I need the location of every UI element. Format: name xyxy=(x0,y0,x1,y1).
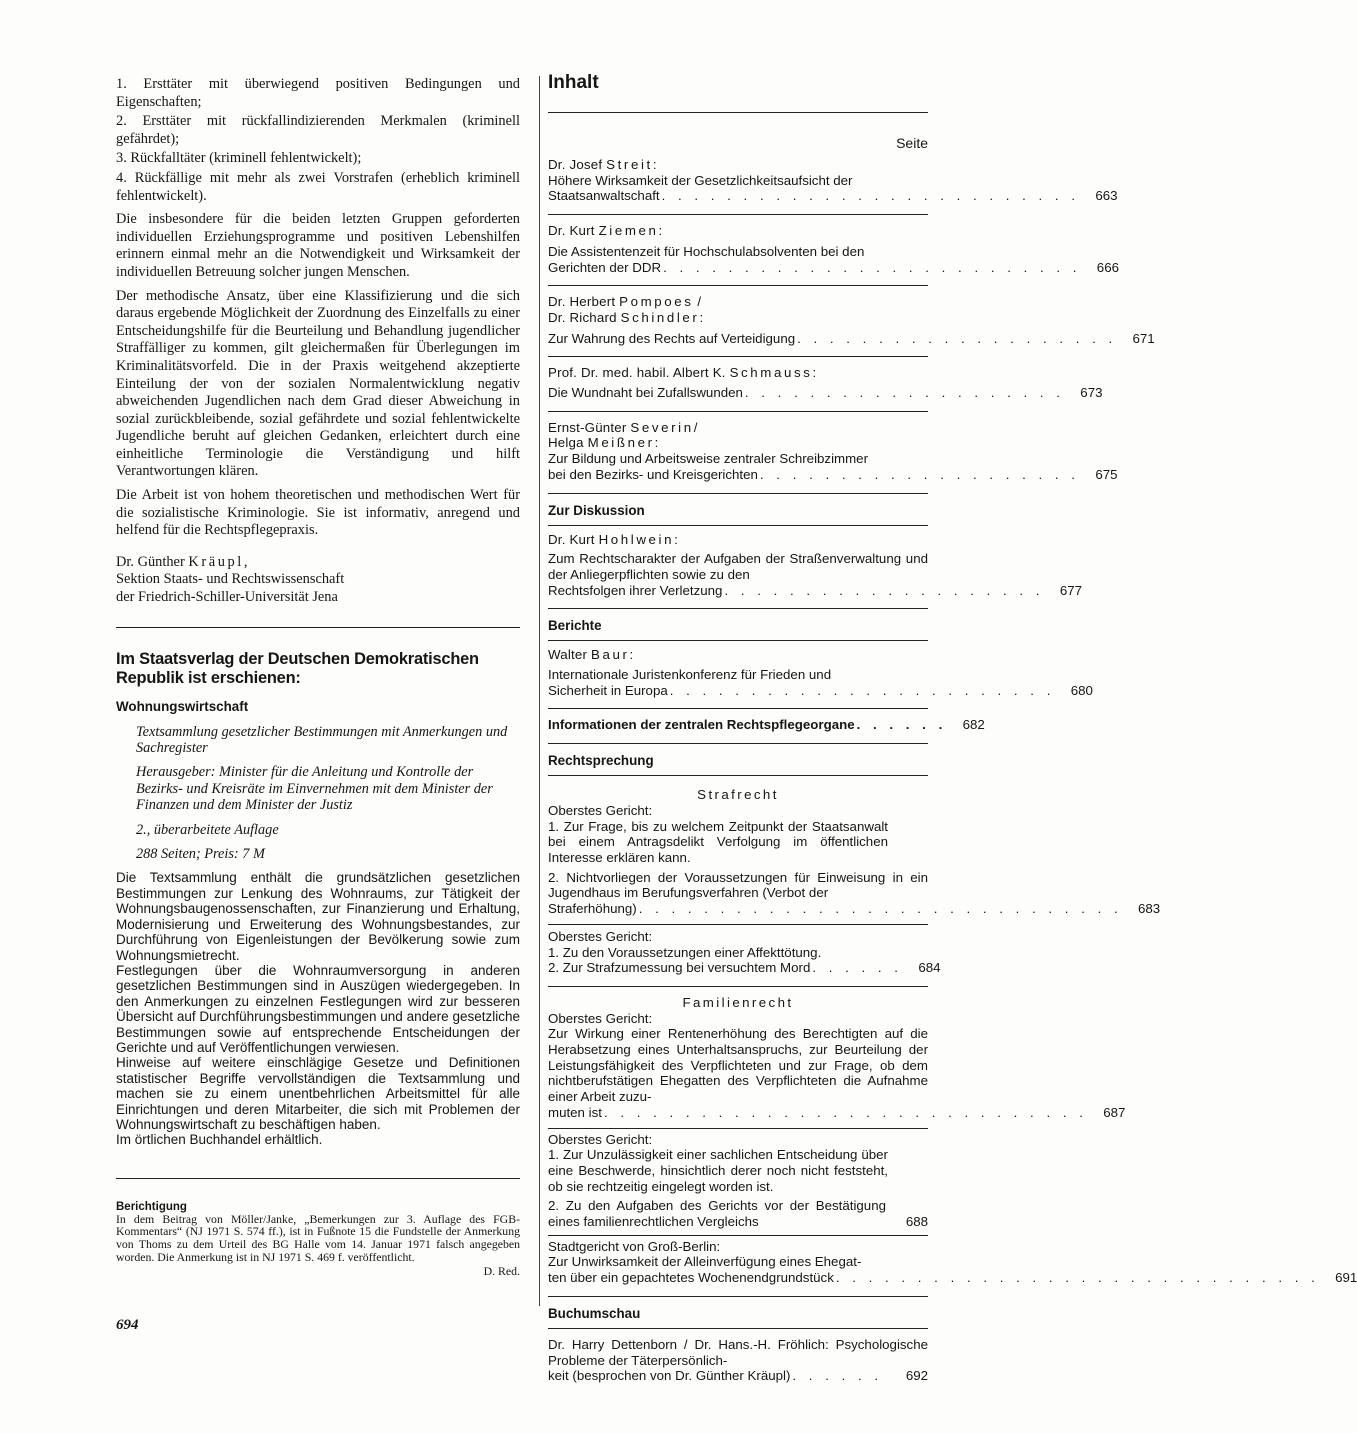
review-paragraph: Die Arbeit ist von hohem theoretischen und methodischen Wert für die sozialistische Kriminologie. Sie ist informativ, anregend und helfend für die Rechtspflegepraxis. xyxy=(116,487,520,539)
offender-category-list xyxy=(116,76,520,205)
entry-page: 687 xyxy=(1103,1104,1126,1120)
entry-title: 2. Nichtvorliegen der Voraussetzungen für Einweisung in ein Jugendhaus im Berufungsverfahren (Verbot der xyxy=(548,869,928,901)
toc-subsection-heading: Familienrecht xyxy=(682,994,794,1010)
signature-affiliation-1: Sektion Staats- und Rechtswissenschaft xyxy=(116,571,345,588)
entry-title: Zur Wahrung des Rechts auf Verteidigung xyxy=(548,330,796,346)
signature-affiliation-2: der Friedrich-Schiller-Universität Jena xyxy=(116,589,338,606)
toc-divider xyxy=(548,1235,928,1236)
leader-dots: . . . . . . . . . . . . . . . . . . . . xyxy=(744,385,1065,401)
leader-dots: . . . . . . xyxy=(856,717,947,733)
entry-title: ten über ein gepachtetes Wochenendgrundstück xyxy=(548,1270,834,1286)
announcement-book-title: Wohnungswirtschaft xyxy=(116,698,249,714)
toc-title: Inhalt xyxy=(548,72,599,93)
toc-page-header: Seite xyxy=(896,135,928,151)
toc-section-heading: Buchumschau xyxy=(548,1305,641,1321)
entry-page: 692 xyxy=(905,1368,928,1384)
section-divider xyxy=(116,1178,520,1179)
entry-title: Zur Unwirksamkeit der Alleinverfügung eines Ehegat- xyxy=(548,1254,862,1270)
list-item: 2. Ersttäter mit rückfallindizierenden Merkmalen (kriminell gefährdet); xyxy=(116,113,520,147)
entry-page: 688 xyxy=(905,1214,928,1230)
entry-title: muten ist xyxy=(548,1104,602,1120)
left-column xyxy=(116,76,520,1279)
toc-divider xyxy=(548,285,928,286)
toc-divider xyxy=(548,924,928,925)
entry-page: 684 xyxy=(918,960,941,976)
author-name: Dr. Kurt xyxy=(548,223,599,239)
author-name: Helga xyxy=(548,435,588,451)
toc-divider xyxy=(548,986,928,987)
toc-entry xyxy=(548,802,1161,917)
entry-page: 691 xyxy=(1335,1270,1357,1286)
author-surname: Streit xyxy=(606,157,653,172)
entry-title: 1. Zur Frage, bis zu welchem Zeitpunkt der Staatsanwalt bei einem Antragsdelikt Verfolgung im öffentlichen Interesse erklären kann. xyxy=(548,818,888,865)
author-name: Dr. Herbert xyxy=(548,294,620,310)
author-suffix: / xyxy=(693,294,702,310)
toc-entry xyxy=(548,717,985,733)
entry-title: 1. Zu den Voraussetzungen einer Affekttötung. xyxy=(548,944,822,960)
entry-title: Zum Rechtscharakter der Aufgaben der Straßenverwaltung und der Anliegerpflichten sowie zu den xyxy=(548,551,928,582)
entry-page: 663 xyxy=(1095,188,1118,204)
author-name: Dr. Richard xyxy=(548,309,621,325)
entry-title: Zur Wirkung einer Rentenerhöhung des Berechtigten auf die Herabsetzung eines Unterhaltsanspruchs, zur Beurteilung der Leistungsfähigkeit des Verpflichteten und zur Frage, ob dem nichtberufstätigen Ehegatten des Verpflichteten die Aufnahme einer Arbeit zuzu- xyxy=(548,1026,928,1105)
toc-section-heading: Berichte xyxy=(548,618,602,634)
signature-name-prefix: Dr. Günther xyxy=(116,553,189,570)
entry-title: Die Assistentenzeit für Hochschulabsolventen bei den xyxy=(548,243,865,259)
toc-entry xyxy=(548,928,941,976)
toc-divider xyxy=(548,493,928,494)
entry-page: 666 xyxy=(1096,259,1119,275)
leader-dots: . . . . . . . . . . . . . . . . . . . . . . . . xyxy=(669,682,1055,698)
toc-rule xyxy=(548,112,928,113)
toc-entry xyxy=(548,647,1093,698)
leader-dots: . . . . . . . . . . . . . . . . . . . . . . . . . . . . . . xyxy=(603,1104,1088,1120)
toc-entry xyxy=(548,365,1103,401)
entry-page: 680 xyxy=(1070,682,1093,698)
leader-dots: . . . . . . . . . . . . . . . . . . . . . . . . . . . . . . xyxy=(638,901,1123,917)
author-surname: Meißner xyxy=(587,435,655,451)
entry-page: 671 xyxy=(1132,330,1155,346)
toc-divider xyxy=(548,1328,928,1329)
book-edition: 2., überarbeitete Auflage xyxy=(136,821,279,838)
toc-divider xyxy=(548,743,928,744)
leader-dots: . . . . . . . . . . . . . . . . . . . . . . . . . . xyxy=(663,259,1081,275)
entry-title: Zur Bildung und Arbeitsweise zentraler Schreibzimmer xyxy=(548,451,869,467)
author-suffix: : xyxy=(658,223,663,239)
toc-entry xyxy=(548,223,1119,275)
author-suffix: : xyxy=(674,531,678,547)
author-name: Dr. Kurt xyxy=(548,531,599,547)
announcement-paragraph: Im örtlichen Buchhandel erhältlich. xyxy=(116,1132,323,1148)
correction-heading: Berichtigung xyxy=(116,1200,187,1213)
correction-text: In dem Beitrag von Möller/Janke, „Bemerkungen zur 3. Auflage des FGB-Kommentars“ (NJ 1971 S. 574 ff.), ist in Fußnote 15 die Fundstelle der Anmerkung von Thoms zu dem Urteil des BG Halle vom 14. Januar 1971 falsch angegeben worden. Die Anmerkung ist in NJ 1971 S. 469 f. veröffentlicht. xyxy=(116,1211,520,1264)
review-signature xyxy=(116,554,520,607)
announcement-paragraph: Die Textsammlung enthält die grundsätzlichen gesetzlichen Bestimmungen zur Lenkung des Wohnraums, zur Tätigkeit der Wohnungsbaugenossenschaften, zur Finanzierung und Erhaltung, Modernisierung und Erweiterung des Wohnungsbestandes, zur Durchführung von Eigenleistungen der Bevölkerung sowie zum Wohnungsmietrecht. xyxy=(116,870,520,963)
toc-section-heading: Rechtsprechung xyxy=(548,753,654,769)
toc-divider xyxy=(548,1128,928,1129)
author-suffix: : xyxy=(654,435,659,451)
author-surname: Schindler xyxy=(620,309,700,325)
entry-title: 2. Zu den Aufgaben des Gerichts vor der Bestätigung eines familienrechtlichen Vergleichs xyxy=(548,1198,886,1230)
author-surname: Hohlwein xyxy=(598,531,675,547)
toc-divider xyxy=(548,411,928,412)
toc-entry xyxy=(548,1238,1357,1286)
entry-title: 2. Zur Strafzumessung bei versuchtem Mord xyxy=(548,960,811,976)
court-name: Oberstes Gericht: xyxy=(548,928,653,944)
entry-page: 677 xyxy=(1059,582,1083,598)
toc-entry xyxy=(548,531,1083,599)
toc-divider xyxy=(548,356,928,357)
author-surname: Pompoes xyxy=(619,294,694,310)
author-suffix: : xyxy=(629,647,634,663)
leader-dots: . . . . . . . . . . . . . . . . . . . . . . . . . . . . . . xyxy=(835,1270,1320,1286)
leader-dots: . . . . . . . . . . . . . . . . . . . . xyxy=(724,582,1045,598)
toc-section-heading: Zur Diskussion xyxy=(548,502,645,518)
entry-title: Die Wundnaht bei Zufallswunden xyxy=(548,385,743,401)
page-number: 694 xyxy=(116,1317,139,1333)
entry-page: 683 xyxy=(1137,901,1161,917)
toc-divider xyxy=(548,775,928,776)
author-surname: Baur xyxy=(591,647,630,663)
announcement-paragraph: Hinweise auf weitere einschlägige Gesetze und Definitionen statistischer Begriffe vervollständigen die Textsammlung und machen sie zu einem unentbehrlichen Arbeitsmittel für alle Einrichtungen und deren Mitarbeiter, die sich mit Problemen der Wohnungswirtschaft zu beschäftigen haben. xyxy=(116,1055,520,1132)
court-name: Oberstes Gericht: xyxy=(548,1010,653,1026)
toc-entry xyxy=(548,1132,928,1230)
book-editor: Herausgeber: Minister für die Anleitung und Kontrolle der Bezirks- und Kreisräte im Einvernehmen mit dem Minister der Finanzen und dem Minister der Justiz xyxy=(136,764,493,814)
entry-title: 1. Zur Unzulässigkeit einer sachlichen Entscheidung über eine Beschwerde, hinsichtlich derer noch nicht feststeht, ob sie rechtzeitig eingelegt worden ist. xyxy=(548,1147,888,1194)
court-name: Oberstes Gericht: xyxy=(548,802,653,818)
toc-entry xyxy=(548,1010,1126,1121)
leader-dots: . . . . . . xyxy=(812,960,903,976)
leader-dots: . . . . . . xyxy=(792,1368,883,1384)
toc-entry xyxy=(548,419,1118,483)
toc-entry xyxy=(548,294,1155,346)
entry-title: Internationale Juristenkonferenz für Frieden und xyxy=(548,667,832,683)
toc-divider xyxy=(548,525,928,526)
toc-divider xyxy=(548,640,928,641)
entry-title: Gerichten der DDR xyxy=(548,259,662,275)
signature-name: Kräupl xyxy=(188,553,244,570)
correction-signature: D. Red. xyxy=(483,1263,520,1278)
author-name: Walter xyxy=(548,647,592,663)
toc-subsection-heading: Strafrecht xyxy=(697,787,779,803)
author-suffix: : xyxy=(652,157,657,172)
entry-page: 675 xyxy=(1095,466,1118,482)
author-surname: Severin xyxy=(630,419,694,435)
toc-divider xyxy=(548,1296,928,1297)
publisher-announcement xyxy=(116,650,520,1148)
list-item: 4. Rückfällige mit mehr als zwei Vorstrafen (erheblich kriminell fehlentwickelt). xyxy=(116,169,520,204)
toc-entry xyxy=(548,157,1118,204)
leader-dots: . . . . . . . . . . . . . . . . . . . . xyxy=(797,330,1117,346)
entry-title: keit (besprochen von Dr. Günther Kräupl) xyxy=(548,1368,791,1384)
book-subtitle: Textsammlung gesetzlicher Bestimmungen mit Anmerkungen und Sachregister xyxy=(136,723,508,757)
leader-dots: . . . . . . . . . . . . . . . . . . . . xyxy=(759,466,1080,482)
entry-page: 682 xyxy=(962,717,985,733)
entry-title: Sicherheit in Europa xyxy=(548,682,668,698)
table-of-contents xyxy=(548,72,1357,1384)
author-suffix: : xyxy=(699,309,704,325)
author-name: Ernst-Günter xyxy=(548,419,631,435)
signature-name-suffix: , xyxy=(243,553,248,570)
book-pages-price: 288 Seiten; Preis: 7 M xyxy=(136,846,265,863)
author-surname: Ziemen xyxy=(598,223,659,239)
correction-notice xyxy=(116,1201,520,1279)
author-name: Prof. Dr. med. habil. Albert K. xyxy=(548,365,730,381)
entry-title: Rechtsfolgen ihrer Verletzung xyxy=(548,582,723,598)
author-suffix: : xyxy=(812,365,817,381)
toc-divider xyxy=(548,214,928,215)
author-suffix: / xyxy=(693,419,698,435)
toc-entry xyxy=(548,1337,928,1384)
court-name: Oberstes Gericht: xyxy=(548,1131,653,1147)
court-name: Stadtgericht von Groß-Berlin: xyxy=(548,1238,721,1254)
author-surname: Schmauss xyxy=(729,365,813,381)
entry-title: Straferhöhung) xyxy=(548,901,637,917)
review-paragraph: Die insbesondere für die beiden letzten Gruppen geforderten individuellen Erziehungsprogramme und positiven Lebenshilfen erinnern einmal mehr an die Notwendigkeit und Wirksamkeit der individuellen Betreuung solcher jungen Menschen. xyxy=(116,211,520,280)
toc-divider xyxy=(548,608,928,609)
toc-divider xyxy=(548,708,928,709)
entry-title: Staatsanwaltschaft xyxy=(548,188,660,204)
column-rule xyxy=(539,76,540,1306)
announcement-paragraph: Festlegungen über die Wohnraumversorgung in anderen gesetzlichen Bestimmungen sind in Auszügen wiedergegeben. In den Anmerkungen zu einzelnen Festlegungen wird zur besseren Übersicht auf Durchführungsbestimmungen und andere gesetzliche Bestimmungen sowie auf entsprechende Entscheidungen der Gerichte und auf Veröffentlichungen verwiesen. xyxy=(116,962,520,1055)
entry-title: Informationen der zentralen Rechtspflegeorgane xyxy=(548,717,855,733)
section-divider xyxy=(116,627,520,628)
review-paragraph: Der methodische Ansatz, über eine Klassifizierung und die sich daraus ergebende Möglichkeit der Zuordnung des Einzelfalls zu einer Entscheidungshilfe für die Beurteilung und Behandlung jugendlicher Straffälliger zu kommen, gilt gleichermaßen für Überlegungen im Kriminalitätsvorfeld. Die in der Praxis weitgehend akzeptierte Einteilung der von der sozialen Normalentwicklung negativ abweichenden Jugendlichen nach dem Grad dieser Abweichung in sozial zurückbleibende, sozial gefährdete und sozial fehlentwickelte Jugendliche beruht auf gleichen Gedanken, erleichtert durch eine einheitliche Terminologie die Verständigung und hilft Verantwortungen klären. xyxy=(116,287,520,480)
author-name: Dr. Josef xyxy=(548,157,607,172)
entry-page: 673 xyxy=(1080,385,1103,401)
list-item: 3. Rückfalltäter (kriminell fehlentwickelt); xyxy=(116,150,362,167)
entry-title: Dr. Harry Dettenborn / Dr. Hans.-H. Fröhlich: Psychologische Probleme der Täterpersönlich- xyxy=(548,1336,928,1368)
entry-title: Höhere Wirksamkeit der Gesetzlichkeitsaufsicht der xyxy=(548,172,853,188)
announcement-title: Im Staatsverlag der Deutschen Demokratischen Republik ist erschienen: xyxy=(116,649,479,688)
leader-dots: . . . . . . . . . . . . . . . . . . . . . . . . . . xyxy=(661,188,1080,204)
entry-title: bei den Bezirks- und Kreisgerichten xyxy=(548,466,758,482)
list-item: 1. Ersttäter mit überwiegend positiven Bedingungen und Eigenschaften; xyxy=(116,76,520,110)
